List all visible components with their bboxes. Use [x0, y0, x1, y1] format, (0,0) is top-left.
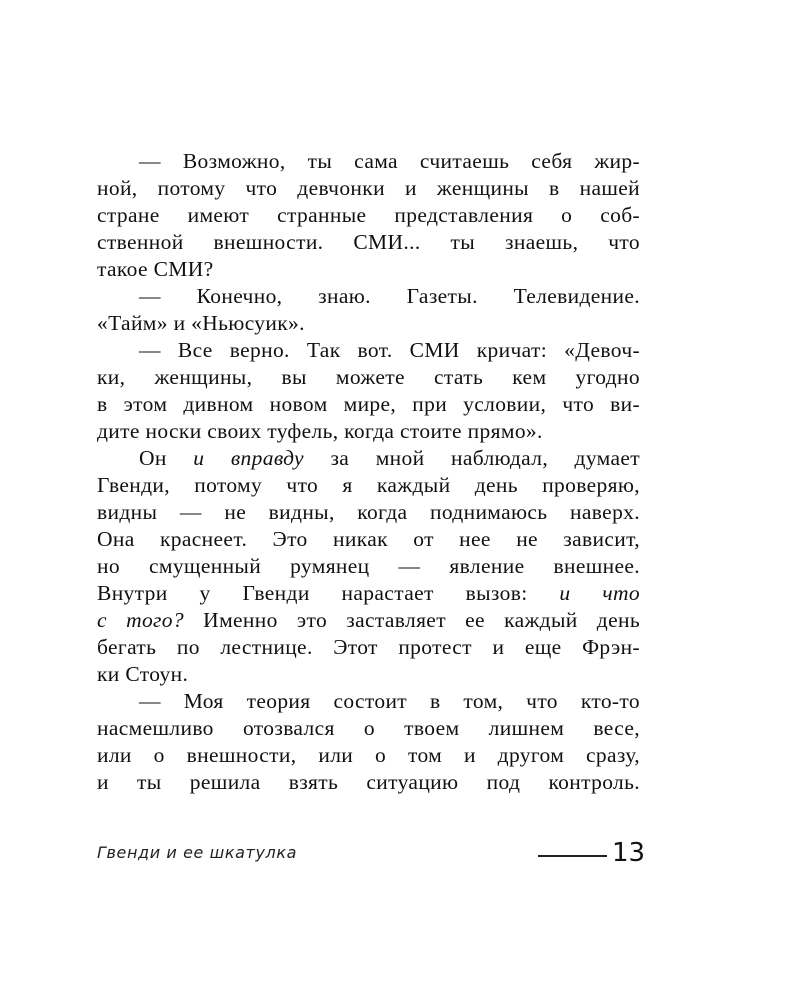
- text-line: дите носки своих туфель, когда стоите прямо».: [97, 419, 543, 443]
- text-line: — Все верно. Так вот. СМИ кричат: «Девоч-: [139, 338, 640, 362]
- text-line: ки Стоун.: [97, 662, 189, 686]
- text-line: Она краснеет. Это никак от нее не зависит,: [97, 527, 640, 551]
- text-line: бегать по лестнице. Этот протест и еще Фрэн-: [97, 635, 640, 659]
- text-line: [97, 580, 640, 607]
- text-line: ки, женщины, вы можете стать кем угодно: [97, 365, 640, 389]
- footer-divider: [538, 855, 607, 857]
- text-line: и ты решила взять ситуацию под контроль.: [97, 770, 640, 794]
- text-line: [97, 445, 640, 472]
- emphasis-text: с того?: [97, 608, 184, 632]
- page-body-text: [97, 148, 640, 796]
- text-line: видны — не видны, когда поднимаюсь наверх.: [97, 500, 640, 524]
- text-segment: Он: [139, 446, 194, 470]
- page-number: 13: [612, 838, 646, 868]
- text-line: — Моя теория состоит в том, что кто-то: [139, 689, 640, 713]
- text-line: ственной внешности. СМИ... ты знаешь, что: [97, 230, 640, 254]
- text-line: насмешливо отозвался о твоем лишнем весе,: [97, 716, 640, 740]
- emphasis-text: и что: [559, 581, 640, 605]
- text-line: — Конечно, знаю. Газеты. Телевидение.: [139, 284, 640, 308]
- text-line: такое СМИ?: [97, 257, 214, 281]
- text-line: [97, 607, 640, 634]
- text-line: «Тайм» и «Ньюсуик».: [97, 311, 305, 335]
- text-line: — Возможно, ты сама считаешь себя жир-: [139, 149, 640, 173]
- text-line: Гвенди, потому что я каждый день проверяю,: [97, 473, 640, 497]
- emphasis-text: и вправду: [193, 446, 304, 470]
- text-line: стране имеют странные представления о соб-: [97, 203, 640, 227]
- text-line: ной, потому что девчонки и женщины в нашей: [97, 176, 640, 200]
- text-segment: Внутри у Гвенди нарастает вызов:: [97, 581, 560, 605]
- running-footer-title: Гвенди и ее шкатулка: [97, 843, 298, 862]
- text-line: в этом дивном новом мире, при условии, что ви-: [97, 392, 640, 416]
- text-segment: Именно это заставляет ее каждый день: [184, 608, 640, 632]
- text-line: или о внешности, или о том и другом сразу,: [97, 743, 640, 767]
- text-line: но смущенный румянец — явление внешнее.: [97, 554, 640, 578]
- text-segment: за мной наблюдал, думает: [303, 446, 640, 470]
